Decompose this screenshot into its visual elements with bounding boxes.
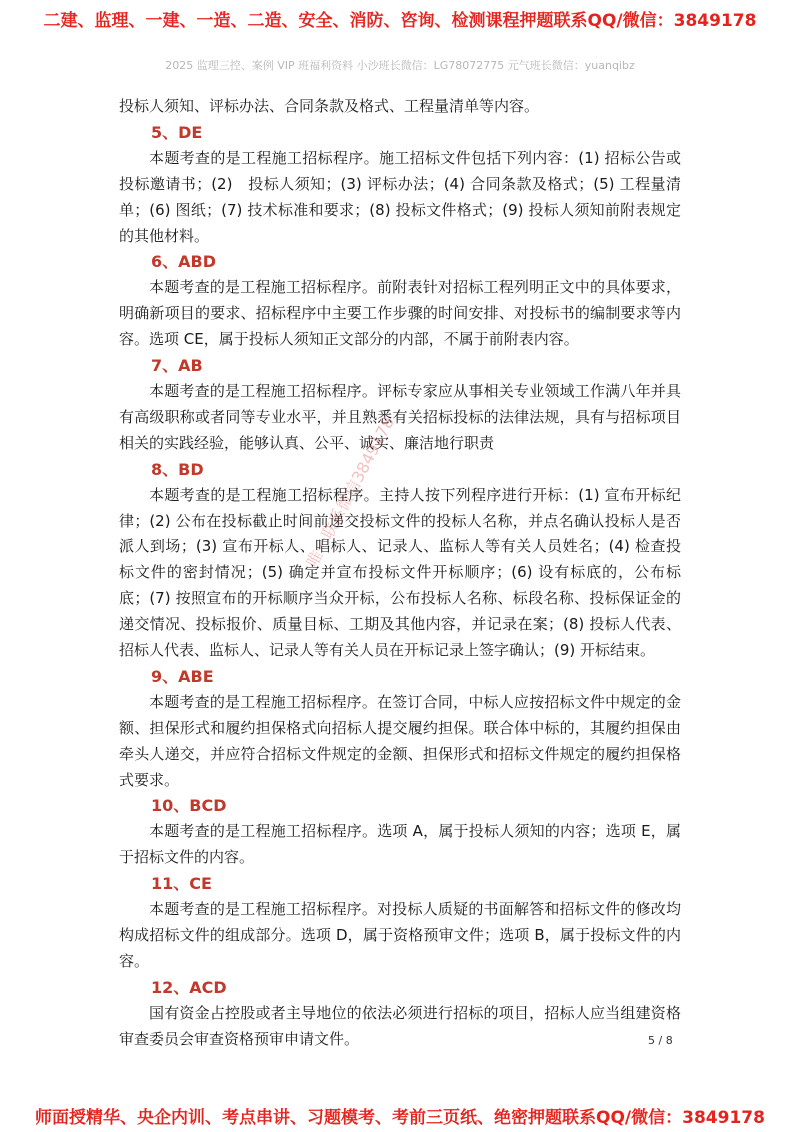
answer-key: 5、DE	[151, 122, 203, 142]
answer-explanation: 本题考查的是工程施工招标程序。施工招标文件包括下列内容：(1) 招标公告或投标邀请书；(2) 投标人须知；(3) 评标办法；(4) 合同条款及格式；(5) 工程量清单；(6) 图纸；(7) 技术标准和要求；(8) 投标文件格式；(9) 投标人须知前附表规定的其他材料。	[119, 148, 681, 245]
answer-block	[119, 664, 681, 794]
answer-block	[119, 353, 681, 457]
answer-explanation: 本题考查的是工程施工招标程序。选项 A，属于投标人须知的内容；选项 E，属于招标文件的内容。	[119, 822, 681, 867]
page-number: 5 / 8	[648, 1034, 673, 1047]
answer-key: 6、ABD	[151, 252, 216, 272]
document-body	[119, 94, 681, 1053]
answer-explanation: 本题考查的是工程施工招标程序。评标专家应从事相关专业领域工作满八年并具有高级职称或者同等专业水平，并且熟悉有关招标投标的法律法规，具有与招标项目相关的实践经验，能够认真、公平、诚实、廉洁地行职责	[119, 381, 681, 452]
promo-banner-top: 二建、监理、一建、一造、二造、安全、消防、咨询、检测课程押题联系QQ/微信：3849178	[43, 11, 757, 31]
intro-line: 投标人须知、评标办法、合同条款及格式、工程量清单等内容。	[119, 97, 540, 115]
answer-block	[119, 975, 681, 1053]
answer-explanation: 国有资金占控股或者主导地位的依法必须进行招标的项目，招标人应当组建资格审查委员会审查资格预审申请文件。	[119, 1003, 681, 1048]
answer-block	[119, 120, 681, 250]
answer-key: 11、CE	[151, 874, 212, 894]
answer-block	[119, 793, 681, 871]
answer-block	[119, 871, 681, 975]
answer-key: 7、AB	[151, 356, 203, 376]
answer-key: 12、ACD	[151, 977, 227, 997]
promo-banner-bottom: 师面授精华、央企内训、考点串讲、习题模考、考前三页纸、绝密押题联系QQ/微信：3849178	[35, 1108, 765, 1128]
answer-explanation: 本题考查的是工程施工招标程序。主持人按下列程序进行开标：(1) 宣布开标纪律；(2) 公布在投标截止时间前递交投标文件的投标人名称，并点名确认投标人是否派人到场；(3) 宣布开标人、唱标人、记录人、监标人等有关人员姓名；(4) 检查投标文件的密封情况；(5) 确定并宣布投标文件开标顺序；(6) 设有标底的，公布标底；(7) 按照宣布的开标顺序当众开标，公布投标人名称、标段名称、投标保证金的递交情况、投标报价、质量目标、工期及其他内容，并记录在案；(8) 投标人代表、招标人代表、监标人、记录人等有关人员在开标记录上签字确认；(9) 开标结束。	[119, 485, 681, 660]
answer-explanation: 本题考查的是工程施工招标程序。对投标人质疑的书面解答和招标文件的修改均构成招标文件的组成部分。选项 D，属于资格预审文件；选项 B，属于投标文件的内容。	[119, 900, 681, 970]
running-header: 2025 监理三控、案例 VIP 班福利资料 小沙班长微信：LG78072775 元气班长微信：yuanqibz	[165, 59, 635, 72]
answer-explanation: 本题考查的是工程施工招标程序。在签订合同，中标人应按招标文件中规定的金额、担保形式和履约担保格式向招标人提交履约担保。联合体中标的，其履约担保由牵头人递交，并应符合招标文件规定的金额、担保形式和招标文件规定的履约担保格式要求。	[119, 692, 681, 789]
watermark: 唯一联系微信3849178	[302, 413, 398, 571]
answer-key: 9、ABE	[151, 666, 214, 686]
answer-explanation: 本题考查的是工程施工招标程序。前附表针对招标工程列明正文中的具体要求，明确新项目的要求、招标程序中主要工作步骤的时间安排、对投标书的编制要求等内容。选项 CE，属于投标人须知正文部分的内部，不属于前附表内容。	[119, 278, 681, 349]
answer-block	[119, 249, 681, 353]
answer-key: 8、BD	[151, 459, 204, 479]
answer-key: 10、BCD	[151, 796, 227, 816]
answer-block	[119, 457, 681, 664]
